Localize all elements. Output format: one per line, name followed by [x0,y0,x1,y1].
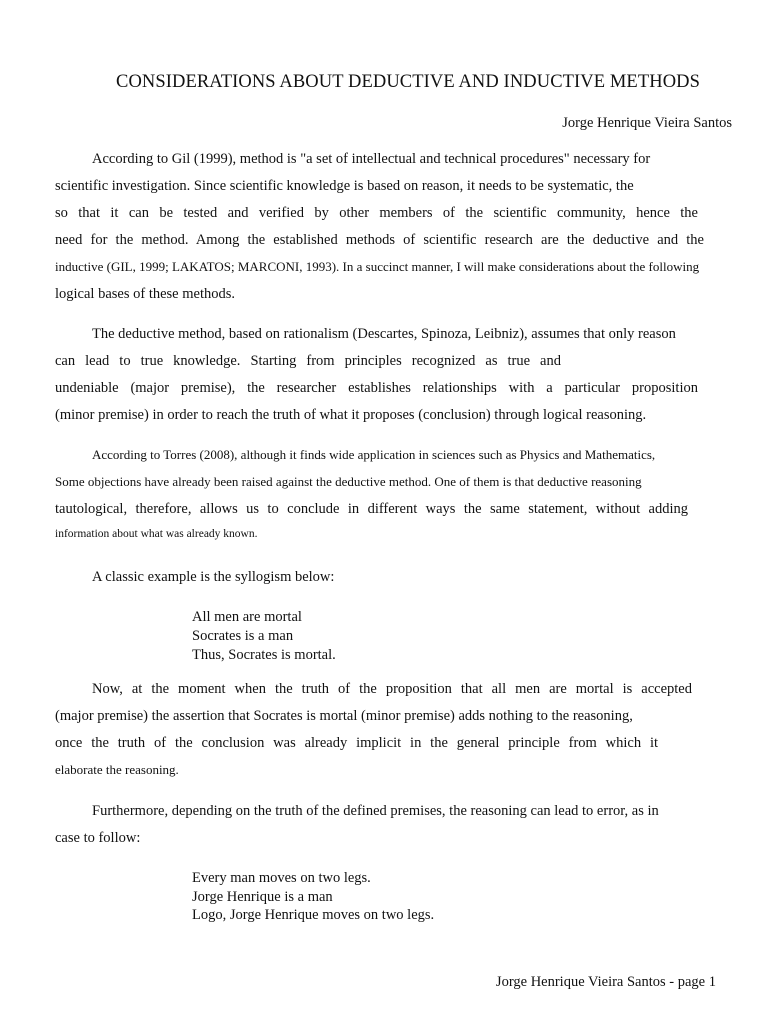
author-name: Jorge Henrique Vieira Santos [562,115,732,131]
paragraph-2-line-4: (minor premise) in order to reach the truth of what it proposes (conclusion) through logical reasoning. [55,407,647,423]
paragraph-1-line-4: need for the method. Among the established methods of scientific research are the deductive and the [55,232,704,248]
paragraph-1-line-6: logical bases of these methods. [55,286,235,302]
paragraph-5-line-1: Now, at the moment when the truth of the proposition that all men are mortal is accepted [92,681,692,697]
paragraph-5-line-2: (major premise) the assertion that Socrates is mortal (minor premise) adds nothing to the reasoning, [55,708,633,724]
paragraph-1-line-3: so that it can be tested and verified by other members of the scientific community, hence the [55,205,698,221]
paragraph-3-line-1: According to Torres (2008), although it finds wide application in sciences such as Physics and Mathematics, [92,447,656,462]
paragraph-6-line-1: Furthermore, depending on the truth of the defined premises, the reasoning can lead to error, as in [92,803,659,819]
paragraph-3-line-4: information about what was already known. [55,528,258,540]
paragraph-4-line-1: A classic example is the syllogism below: [92,569,335,585]
syllogism-1-line-2: Socrates is a man [192,628,294,644]
syllogism-2-line-1: Every man moves on two legs. [192,870,371,886]
paragraph-5-line-3: once the truth of the conclusion was already implicit in the general principle from which it [55,735,658,751]
paragraph-2-line-3: undeniable (major premise), the researcher establishes relationships with a particular proposition [55,380,698,396]
paragraph-2-line-1: The deductive method, based on rationalism (Descartes, Spinoza, Leibniz), assumes that only reason [92,326,676,342]
paragraph-2-line-2: can lead to true knowledge. Starting from principles recognized as true and [55,353,561,369]
document-title: CONSIDERATIONS ABOUT DEDUCTIVE AND INDUCTIVE METHODS [116,72,701,92]
paragraph-1-line-5: inductive (GIL, 1999; LAKATOS; MARCONI, 1993). In a succinct manner, I will make considerations about the following [55,259,700,274]
syllogism-2-line-3: Logo, Jorge Henrique moves on two legs. [192,907,435,923]
page-footer: Jorge Henrique Vieira Santos - page 1 [495,974,716,990]
paragraph-3-line-2: Some objections have already been raised against the deductive method. One of them is that deductive reasoning [55,474,642,489]
paragraph-5-line-4: elaborate the reasoning. [55,762,179,777]
paragraph-1-line-2: scientific investigation. Since scientific knowledge is based on reason, it needs to be systematic, the [55,178,634,194]
syllogism-1-line-3: Thus, Socrates is mortal. [192,647,336,663]
syllogism-1-line-1: All men are mortal [192,609,302,625]
paragraph-3-line-3: tautological, therefore, allows us to conclude in different ways the same statement, without adding [55,501,688,517]
paragraph-6-line-2: case to follow: [55,830,141,846]
paragraph-1-line-1: According to Gil (1999), method is "a set of intellectual and technical procedures" necessary for [92,151,651,167]
syllogism-2-line-2: Jorge Henrique is a man [192,889,333,905]
